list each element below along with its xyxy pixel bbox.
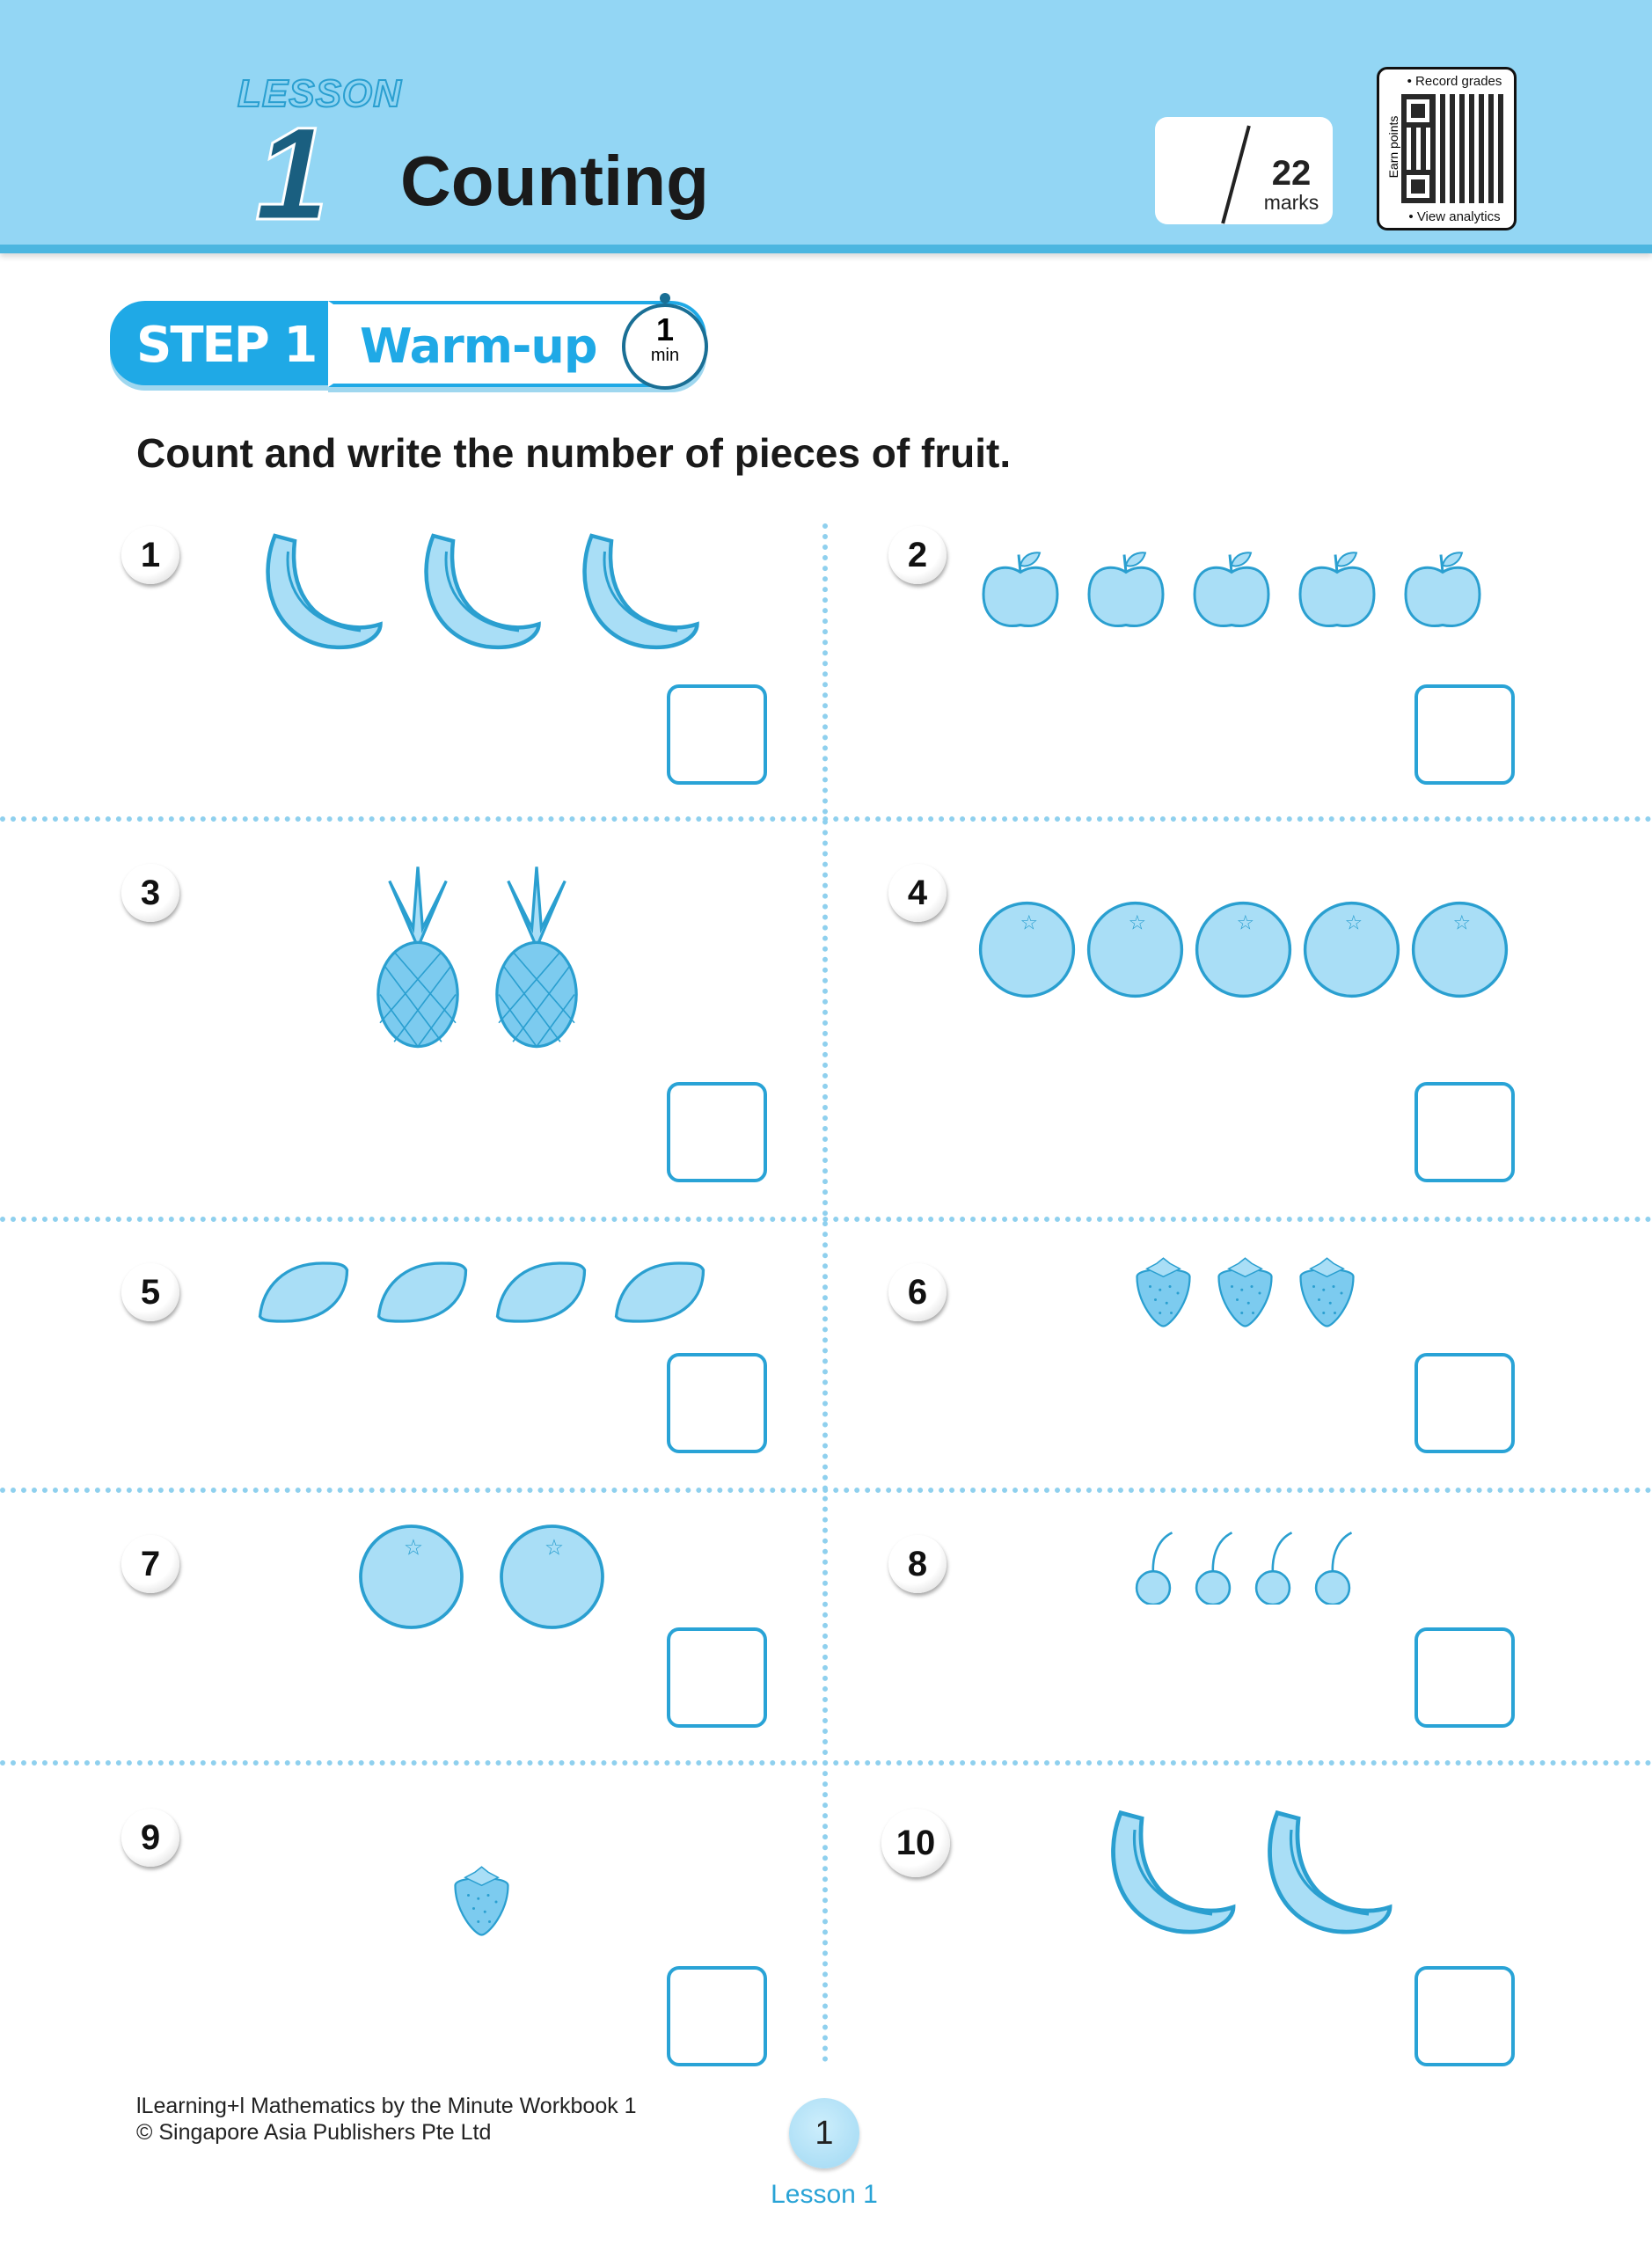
cherry-icon [1130,1529,1176,1605]
fruit-group [369,862,585,1051]
fruit-group [1130,1256,1360,1330]
apple-icon [1188,535,1276,645]
book-title: lLearning+l Mathematics by the Minute Workbook 1 [136,2094,637,2118]
fruit-group [255,521,704,662]
fruit-group [976,535,1487,645]
apple-icon [1399,535,1487,645]
instruction-text: Count and write the number of pieces of fruit. [136,430,1012,476]
answer-box[interactable] [667,1082,767,1182]
fruit-group [1130,1529,1356,1605]
page-number: 1 [789,2098,859,2168]
step-label-box [110,301,330,385]
lesson-header [0,0,1652,253]
answer-box[interactable] [1414,1627,1515,1728]
timer-value: 1 [655,311,675,347]
banana-icon [255,521,387,662]
step-name: Warm-up [360,318,597,374]
answer-box[interactable] [1414,1082,1515,1182]
strawberry-icon [449,1865,515,1939]
answer-box[interactable] [667,684,767,785]
step-banner [110,301,699,389]
question-number: 3 [121,864,179,922]
marks-unit: marks [1263,191,1319,214]
cherry-icon [1250,1529,1296,1605]
cherry-icon [1310,1529,1356,1605]
apple-icon [1293,535,1381,645]
page-label: Lesson 1 [771,2180,878,2209]
answer-box[interactable] [667,1353,767,1453]
step-label: STEP 1 [136,317,317,374]
strawberry-icon [1294,1256,1360,1330]
row-divider [0,1217,1652,1222]
stopwatch-icon [622,303,708,390]
question-number: 1 [121,526,179,584]
page-title: Counting [400,142,709,220]
cherry-icon [1190,1529,1236,1605]
timer-unit: min [650,346,680,365]
orange-icon [976,899,1078,1000]
answer-box[interactable] [667,1966,767,2066]
fruit-group [1100,1802,1397,1942]
apple-icon [976,535,1064,645]
pineapple-icon [488,862,585,1051]
lemon-icon [374,1254,471,1331]
column-divider [822,523,828,2063]
row-divider [0,816,1652,822]
lesson-label: LESSON [238,72,402,115]
lesson-number: 1 [255,99,329,247]
answer-box[interactable] [667,1627,767,1728]
pineapple-icon [369,862,466,1051]
question-number: 7 [121,1535,179,1593]
lemon-icon [255,1254,352,1331]
strawberry-icon [1130,1256,1196,1330]
fruit-group [255,1254,708,1331]
marks-slash [1221,125,1251,223]
banana-icon [1100,1802,1240,1942]
answer-box[interactable] [1414,1353,1515,1453]
question-number: 5 [121,1263,179,1321]
row-divider [0,1760,1652,1766]
fruit-group [976,899,1510,1000]
answer-box[interactable] [1414,684,1515,785]
question-number: 6 [888,1263,947,1321]
question-number: 9 [121,1809,179,1867]
banana-icon [413,521,545,662]
question-number: 10 [881,1809,950,1877]
qr-code[interactable] [1377,67,1517,230]
answer-box[interactable] [1414,1966,1515,2066]
apple-icon [1082,535,1170,645]
banana-icon [572,521,704,662]
qr-code-icon [1401,94,1507,203]
lemon-icon [493,1254,589,1331]
marks-total: 22 [1271,154,1312,193]
orange-icon [356,1522,466,1632]
row-divider [0,1488,1652,1493]
fruit-group [356,1522,607,1632]
qr-top-text: • Record grades [1407,74,1502,89]
marks-box [1155,117,1333,224]
copyright: © Singapore Asia Publishers Pte Ltd [136,2120,492,2145]
orange-icon [1193,899,1294,1000]
orange-icon [497,1522,607,1632]
orange-icon [1085,899,1186,1000]
lemon-icon [611,1254,708,1331]
fruit-group [449,1865,515,1939]
qr-side-text: Earn points [1386,115,1400,179]
question-number: 4 [888,864,947,922]
strawberry-icon [1212,1256,1278,1330]
banana-icon [1256,1802,1397,1942]
qr-bottom-text: • View analytics [1408,209,1501,224]
question-number: 2 [888,526,947,584]
question-number: 8 [888,1535,947,1593]
orange-icon [1409,899,1510,1000]
orange-icon [1301,899,1402,1000]
